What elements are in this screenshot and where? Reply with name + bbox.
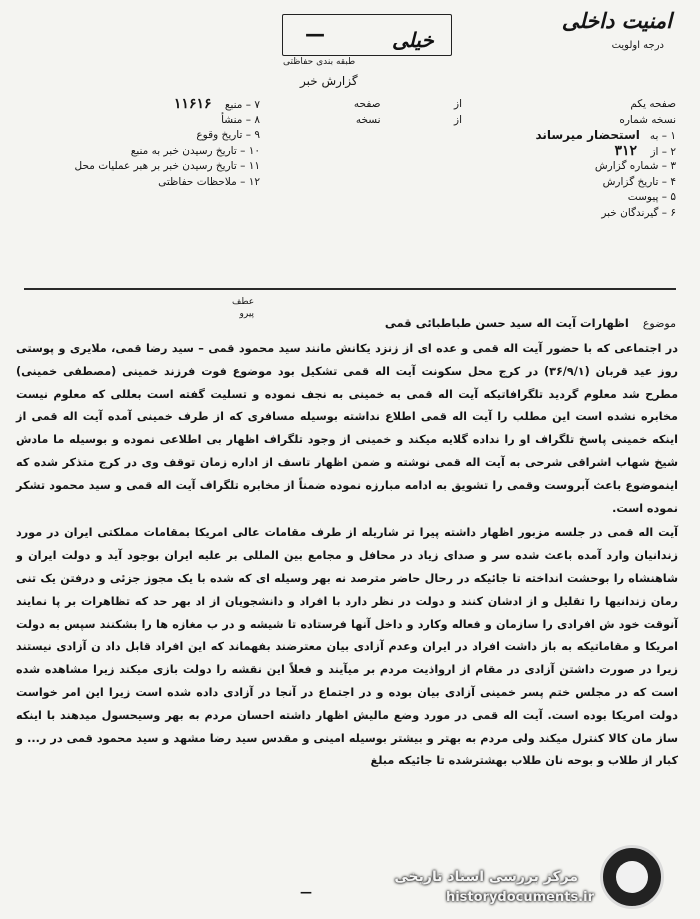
field-row [10, 159, 260, 175]
field-row [252, 97, 462, 113]
report-title: گزارش خبر [300, 74, 358, 88]
org-logo: امنیت داخلی [561, 8, 672, 33]
field-row [10, 113, 260, 129]
field-label: ۱۲ – ملاحظات حفاظتی [158, 175, 260, 188]
fields-mid-column [252, 97, 462, 128]
watermark-url: historydocuments.ir [445, 890, 594, 905]
bottom-mark: — [300, 885, 312, 899]
field-row [466, 190, 676, 206]
subject-row [385, 316, 676, 330]
field-label: ۵ – پیوست [627, 191, 676, 203]
field-row [466, 113, 676, 129]
field-row [466, 206, 676, 222]
field-row [10, 144, 260, 160]
field-row [10, 175, 260, 191]
field-label: از [454, 113, 462, 126]
field-label: ۷ – منبع [224, 99, 260, 111]
field-label: صفحه [353, 98, 381, 110]
field-label: ۱ – به [649, 130, 676, 142]
sender-value: ۳۱۲ [614, 142, 638, 159]
fields-right-column [466, 97, 676, 221]
field-row [252, 113, 462, 129]
field-label: ۳ – شماره گزارش [594, 160, 676, 172]
field-label: ۱۰ – تاریخ رسیدن خبر به منبع [130, 144, 260, 157]
field-label: ۱۱ – تاریخ رسیدن خبر بر هبر عملیات محل [74, 160, 260, 172]
field-row [10, 97, 260, 113]
field-row [466, 97, 676, 113]
recipient-value: استحضار میرساند [535, 128, 640, 142]
watermark-name: مرکز بررسی اسناد تاریخی [394, 869, 578, 885]
field-label: از [454, 98, 462, 110]
field-row [466, 128, 676, 144]
field-row [466, 175, 676, 191]
subject-value: اظهارات آیت اله سید حسن طباطبائی قمی [384, 316, 629, 330]
field-label: ۶ – گیرندگان خبر [601, 206, 676, 219]
field-label: صفحه یکم [630, 98, 676, 110]
field-label: ۸ – منشأ [221, 113, 260, 126]
reference-label: عطف [232, 297, 255, 307]
body-paragraph: آیت اله قمی در جلسه مزبور اظهار داشته پیرا تر شاریله از طرف مقامات عالی امریکا بمقامات مملکتی ایران در مورد زندانیان وارد آمده باعث شده سر و صدای زیاد در محافل و مجامع بین المللی بر علیه ایران بوجود آید و دولت ایران و شاهنشاه را بوحشت انداخته تا جائیکه در رحال حاضر مترصد نه بهر وسیله ای که شده با یک مجوز جزئی و درفتن یک تنی رمان زندانیها را تقلیل و از ادشان کنند و دولت در نظر دارد با افراد و دانشجویان از اد بهر حد که تظاهرات بر پا نمایند آنوقت خود ش افرادی را سازمان و فعاله وکارد و داخل آنها فرستاده تا شیشه و در ب مغازه ها را بشکنند سپس به دولت امریکا و مقاماتیکه به باز داشت افراد در ایران وعدم آزادی بیان معترضند بفهماند که این افراد قابل داد ن آزادی نیستند زیرا در صورت داشتن آزادی در مقام از ارواذیت مردم بر میآیند و فعلاً این نقشه را دولت بازی میکند زیرا مشاهده شده است که در مجلس ختم پسر خمینی آزادی بیان بوده و در اجتماع در آنجا در آزادی داده شده است زیرا این امر خواست دولت امریکا بوده است. آیت اله قمی در مورد وضع مالیش اظهار داشته احسان مردم به بهر وسیحسول میدهند با اینکه ساز مان کالا کنترل میکند ولی مردم به بهتر و بیشتر بوسیله امینی و مقدس سید رضا مشهد و سید محمود قمی در ر... و کبار از طلاب و بوحه نان طلاب بهشترشده تا جائیکه مبلغ [16, 526, 678, 768]
priority-level-label: درجه اولویت [611, 40, 664, 51]
field-label: ۴ – تاریخ گزارش [602, 175, 676, 188]
field-label: نسخه شماره [619, 113, 676, 126]
reference-note [232, 296, 254, 320]
field-row [10, 128, 260, 144]
followup-label: پیرو [239, 309, 255, 319]
report-body [16, 338, 678, 773]
subject-label: موضوع [642, 317, 676, 330]
archive-logo-icon [600, 845, 664, 909]
field-row [466, 144, 676, 160]
body-paragraph: در اجتماعی که با حضور آیت اله قمی و عده ای از زنزد یکانش مانند سید محمود قمی – سید رضا قمی، ملایری و پوستی روز عید قربان (۳۶/۹/۱) در کرج محل سکونت آیت اله قمی تشکیل بود موضوع فوت فرزند خمینی (مصطفی خمینی) مطرح شد معلوم گردید تلگرافاتیکه آیت اله قمی به خمینی به نجف نموده و تسلیت گفته است بعللی که معلوم نیست مخابره نشده است این مطلب را آیت اله قمی اطلاع نداشته بوسیله مسافری که از طرف خمینی آمده آیت اله قمی از اینکه خمینی پاسخ تلگراف او را نداده گلایه میکند و خمینی از وجود تلگراف اظهار بی اطلاعی نموده و بوسیله ما مادش شیخ شهاب اشراقی شرحی به آیت اله قمی نوشته و ضمن اظهار تاسف از اداره زمان توقف وی در کرج متذکر شده که اینموضوع باعث آبروست وقمی را تشویق به ادامه مبارزه نموده ضمناً از مخابره تلگراف آیت اله قمی و سید محمود تشکر نموده است. [16, 342, 678, 515]
classification-caption: طبقه بندی حفاظتی [283, 57, 356, 67]
field-label: ۲ – از [650, 145, 676, 158]
stamp-handwriting: خیلی [392, 28, 434, 52]
separator-line [24, 288, 676, 290]
fields-left-column [10, 97, 260, 190]
field-row [466, 159, 676, 175]
stamp-dash: — [305, 22, 325, 46]
source-number: ۱۱۶۱۶ [173, 96, 212, 112]
archive-logo-inner [616, 861, 648, 893]
field-label: نسخه [355, 113, 381, 126]
field-label: ۹ – تاریخ وقوع [196, 129, 260, 141]
